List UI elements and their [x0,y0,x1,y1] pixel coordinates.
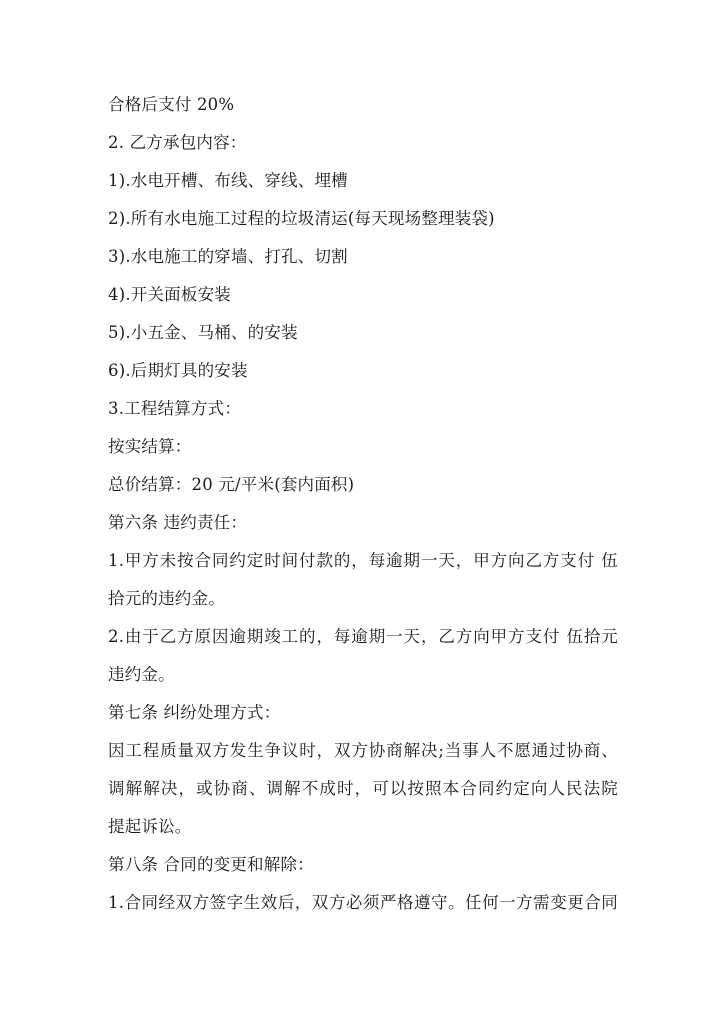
paragraph-line-contract-change-1: 1.合同经双方签字生效后，双方必须严格遵守。任何一方需变更合同 [108,893,618,912]
text-line-total-price: 总价结算：20 元/平米(套内面积) [108,475,355,494]
paragraph-line-dispute-a: 因工程质量双方发生争议时，双方协商解决;当事人不愿通过协商、 [108,741,618,760]
list-item-scope-2: 2).所有水电施工过程的垃圾清运(每天现场整理装袋) [108,209,495,228]
list-item-scope-1: 1).水电开槽、布线、穿线、埋槽 [108,171,348,190]
list-item-scope-3: 3).水电施工的穿墙、打孔、切割 [108,247,348,266]
text-line-payment-after-acceptance: 合格后支付 20% [108,95,235,114]
article-heading-dispute-resolution: 第七条 纠纷处理方式： [108,703,281,722]
text-line-actual-settlement: 按实结算： [108,437,192,456]
paragraph-line-breach-2b: 违约金。 [108,665,175,684]
list-item-scope-4: 4).开关面板安装 [108,285,231,304]
section-heading-settlement-method: 3.工程结算方式： [108,399,242,418]
paragraph-line-dispute-c: 提起诉讼。 [108,817,192,836]
paragraph-line-dispute-b: 调解解决，或协商、调解不成时，可以按照本合同约定向人民法院 [108,779,618,798]
paragraph-line-breach-2a: 2.由于乙方原因逾期竣工的，每逾期一天，乙方向甲方支付 伍拾元 [108,627,618,646]
article-heading-contract-change: 第八条 合同的变更和解除： [108,855,314,874]
article-heading-breach-liability: 第六条 违约责任： [108,513,248,532]
paragraph-line-breach-1a: 1.甲方未按合同约定时间付款的，每逾期一天，甲方向乙方支付 伍 [108,551,618,570]
list-item-scope-5: 5).小五金、马桶、的安装 [108,323,298,342]
paragraph-line-breach-1b: 拾元的违约金。 [108,589,225,608]
list-item-scope-6: 6).后期灯具的安装 [108,361,248,380]
section-heading-contractor-scope: 2. 乙方承包内容： [108,133,247,152]
